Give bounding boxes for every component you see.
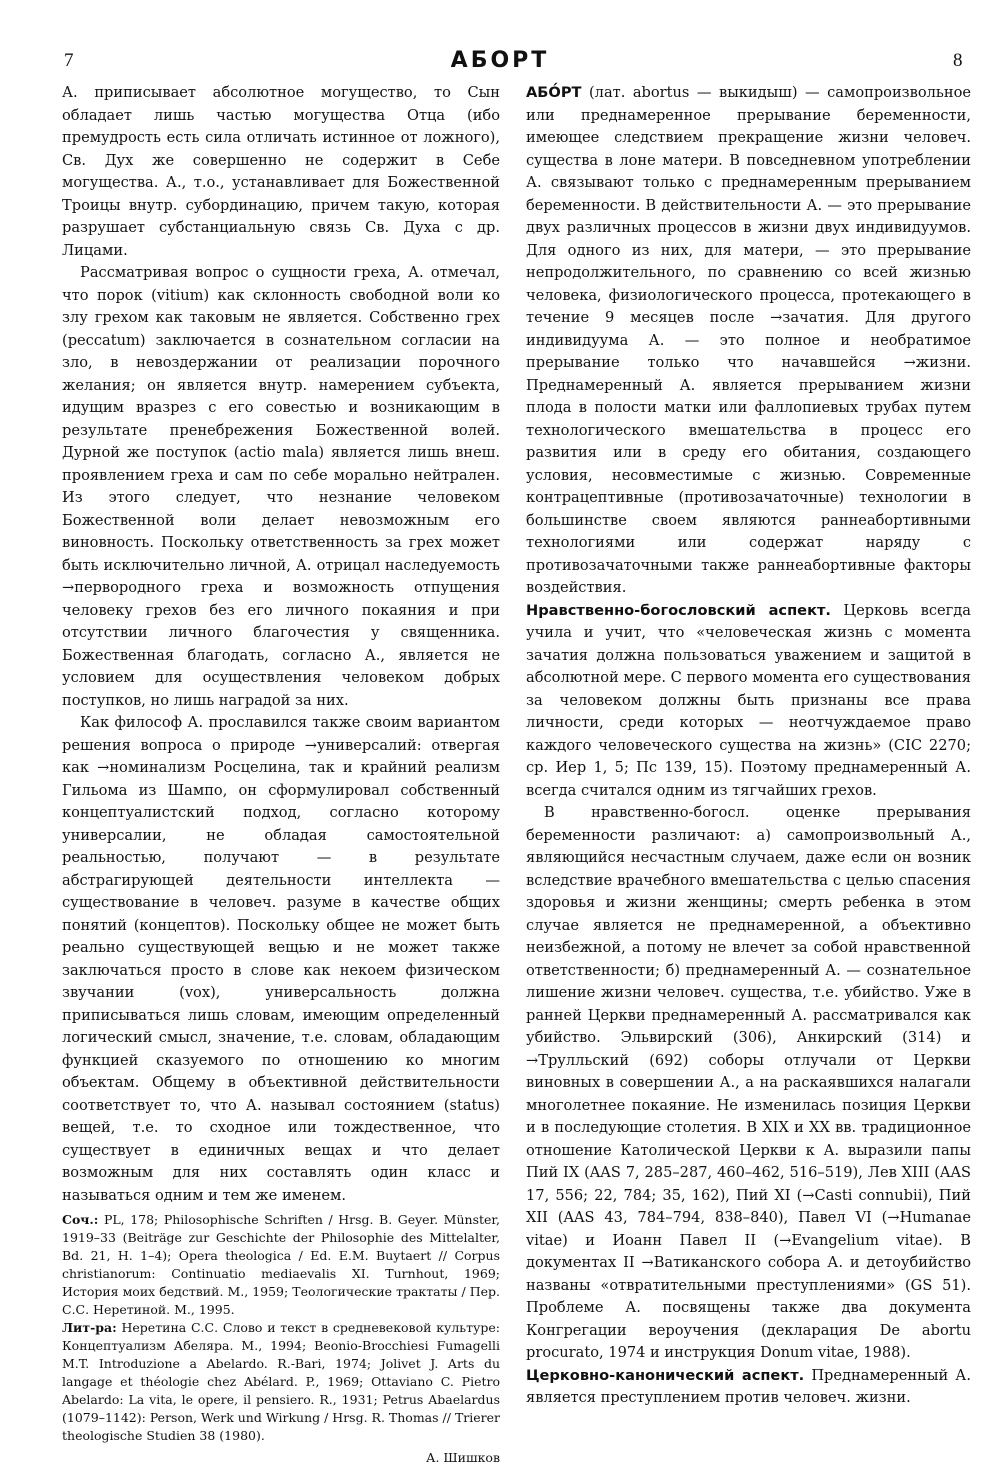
moral-theology-text: Церковь всегда учила и учит, что «человеческая жизнь с момента зачатия должна пользоваться уважением и защитой в абсолютной мере. С первого момента его существования за человеком должны быть признаны все права личности, среди которых — неотчуждаемое право каждого человеческого существа на жизнь» (CIC 2270; ср. Иер 1, 5; Пс 139, 15). Поэтому преднамеренный А. всегда считался одним из тягчайших грехов.	[526, 601, 971, 799]
right-paragraph-3: В нравственно-богосл. оценке прерывания беременности различают: а) самопроизвольный А., являющийся несчастным случаем, даже если он возник вследствие врачебного вмешательства с целью спасения здоровья и жизни женщины; смерть ребенка в этом случае является не преднамеренной, а объективно неизбежной, а потому не влечет за собой нравственной ответственности; б) преднамеренный А. — сознательное лишение жизни человеч. существа, т.е. убийство. Уже в ранней Церкви преднамеренный А. рассматривался как убийство. Эльвирский (306), Анкирский (314) и →Трулльский (692) соборы отлучали от Церкви виновных в совершении А., а на раскаявшихся налагали многолетнее покаяние. Не изменилась позиция Церкви и в последующие столетия. В XIX и XX вв. традиционное отношение Католической Церкви к А. выразили папы Пий IX (AAS 7, 285–287, 460–462, 516–519), Лев XIII (AAS 17, 556; 22, 784; 35, 162), Пий XI (→Casti connubii), Пий XII (AAS 43, 784–794, 838–840), Павел VI (→Humanae vitae) и Иоанн Павел II (→Evangelium vitae). В документах II →Ватиканского собора А. и детоубийство названы «отвратительными преступлениями» (GS 51). Проблеме А. посвящены также два документа Конгрегации вероучения (декларация De abortu procurato, 1974 и инструкция Donum vitae, 1988).	[526, 804, 971, 1361]
page-header	[0, 50, 1000, 80]
running-title: АБОРТ	[450, 48, 550, 73]
author-signature: А. Шишков	[425, 1450, 500, 1465]
left-paragraph-2: Рассматривая вопрос о сущности греха, А. отмечал, что порок (vitium) как склонность свободной воли ко злу грехом как таковым не является. Собственно грех (peccatum) заключается в сознательном согласии на зло, в невоздержании от реализации порочного желания; он является внутр. намерением субъекта, идущим вразрез с его совестью и возникающим в результате пренебрежения Божественной волей. Дурной же поступок (actio mala) является лишь внеш. проявлением греха и сам по себе морально нейтрален. Из этого следует, что незнание человеком Божественной воли делает невозможным его виновность. Поскольку ответственность за грех может быть исключительно личной, А. отрицал наследуемость →первородного греха и возможность отпущения человеку грехов без его личного покаяния и при отсутствии личного благочестия у священника. Божественная благодать, согласно А., является не условием для осуществления человеком добрых поступков, но лишь наградой за них.	[62, 264, 500, 709]
entry-intro	[526, 82, 971, 600]
entry-title: АБО́РТ	[526, 84, 582, 101]
works-list	[62, 1211, 500, 1319]
left-column	[62, 82, 500, 1470]
left-paragraph-1: А. приписывает абсолютное могущество, то Сын обладает лишь частью могущества Отца (ибо премудрость есть сила отличать истинное от ложного), Св. Дух же совершенно не содержит в Себе могущества. А., т.о., устанавливает для Божественной Троицы внутр. субординацию, причем такую, которая разрушает субстанциальную связь Св. Духа с др. Лицами.	[62, 84, 500, 259]
canonical-text: Преднамеренный А. является преступлением против человеч. жизни.	[526, 1366, 971, 1406]
literature-list	[62, 1319, 500, 1445]
section-heading-moral: Нравственно-богословский аспект.	[526, 601, 831, 619]
right-column	[526, 82, 971, 1410]
moral-theology-section	[526, 600, 971, 803]
works-label: Соч.:	[62, 1212, 99, 1227]
canonical-section	[526, 1365, 971, 1410]
page-number-left: 7	[64, 50, 74, 71]
literature-label: Лит-ра:	[62, 1320, 117, 1335]
literature-text: Неретина С.С. Слово и текст в средневековой культуре: Концептуализм Абеляра. М., 1994; Beonio-Brocchiesi Fumagelli M.T. Introduzione a Abelardo. R.-Bari, 1974; Jolivet J. Arts du langage et théologie chez Abélard. P., 1969; Ottaviano C. Pietro Abelardo: La vita, le opere, il pensiero. R., 1931; Petrus Abaelardus (1079–1142): Person, Werk und Wirkung / Hrsg. R. Thomas // Trierer theologische Studien 38 (1980).	[62, 1320, 500, 1443]
left-paragraph-3: Как философ А. прославился также своим вариантом решения вопроса о природе →универсалий: отвергая как →номинализм Росцелина, так и крайний реализм Гильома из Шампо, он сформулировал собственный концептуалистский подход, согласно которому универсалии, не обладая самостоятельной реальностью, получают — в результате абстрагирующей деятельности интеллекта — существование в человеч. разуме в качестве общих понятий (концептов). Поскольку общее не может быть реально существующей вещью и не может также заключаться просто в слове как некоем физическом звучании (vox), универсальность должна приписываться лишь словам, имеющим определенный логический смысл, значение, т.е. словам, обладающим функцией сказуемого по отношению ко многим объектам. Общему в объективной действительности соответствует то, что А. называл состоянием (status) вещей, т.е. то сходное или тождественное, что существует в единичных вещах и что делает возможным для них составлять один класс и называться одним и тем же именем.	[62, 714, 500, 1204]
entry-definition: (лат. abortus — выкидыш) — самопроизвольное или преднамеренное прерывание беременности, имеющее следствием прекращение жизни человеч. существа в лоне матери. В повседневном употреблении А. связывают только с преднамеренным прерыванием беременности. В действительности А. — это прерывание двух различных процессов в жизни двух индивидуумов. Для одного из них, для матери, — это прерывание непродолжительного, по сравнению со всей жизнью человека, физиологического процесса, протекающего в течение 9 месяцев после →зачатия. Для другого индивидуума А. — это полное и необратимое прерывание только что начавшейся →жизни. Преднамеренный А. является прерыванием жизни плода в полости матки или фаллопиевых трубах путем технологического вмешательства в процесс его развития или в среду его обитания, создающего условия, несовместимые с жизнью. Современные контрацептивные (противозачаточные) технологии в большинстве своем являются раннеабортивными технологиями или содержат наряду с противозачаточными также раннеабортивные факторы воздействия.	[526, 84, 972, 596]
works-text: PL, 178; Philosophische Schriften / Hrsg. B. Geyer. Münster, 1919–33 (Beiträge zur Geschichte der Philosophie des Mittelalter, Bd. 21, H. 1–4); Opera theologica / Ed. E.M. Buytaert // Corpus christianorum: Continuatio mediaevalis XI. Turnhout, 1969; История моих бедствий. М., 1959; Теологические трактаты / Пер. С.С. Неретиной. М., 1995.	[62, 1212, 500, 1317]
section-heading-canonical: Церковно-канонический аспект.	[526, 1366, 805, 1384]
page-number-right: 8	[953, 50, 963, 71]
